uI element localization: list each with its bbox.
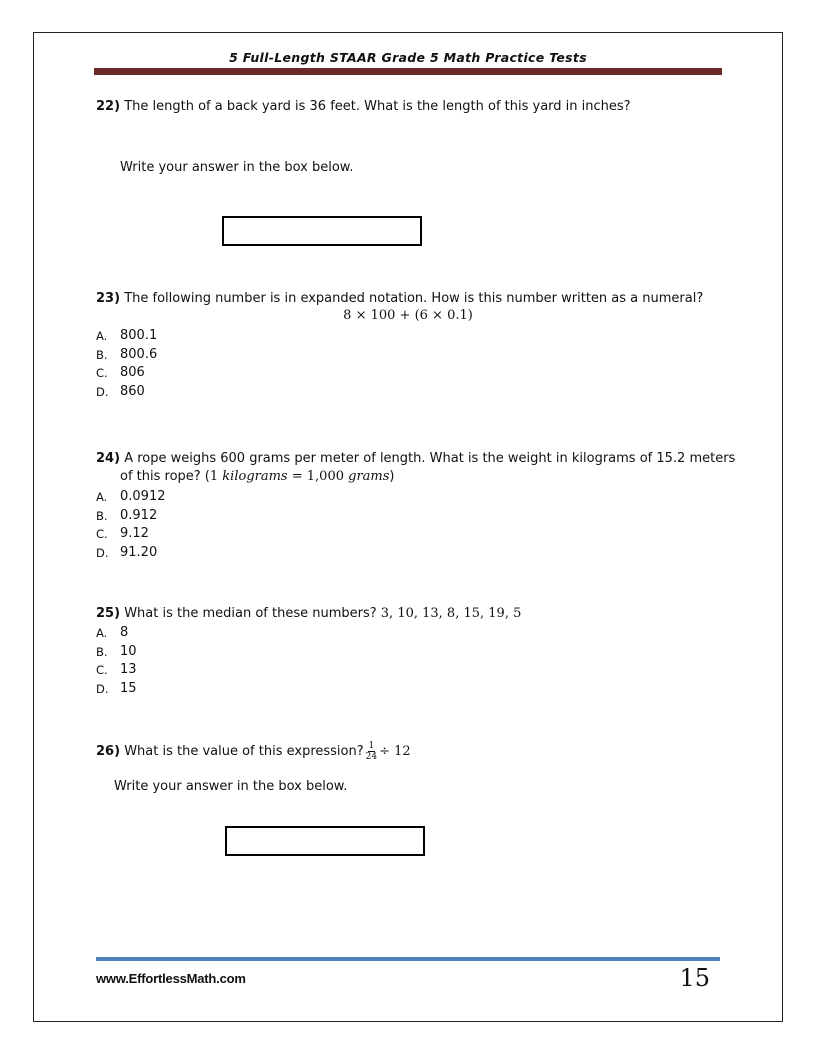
unit-kg: kilograms (222, 469, 288, 484)
unit-g: grams (348, 469, 390, 484)
option-text: 0.912 (120, 507, 158, 523)
option-text: 15 (120, 681, 137, 697)
question-text: A rope weighs 600 grams per meter of length. What is the weight in kilograms of 15.2 meters (124, 451, 736, 466)
option-letter: D. (96, 546, 109, 561)
option-letter: D. (96, 385, 109, 400)
question-22-instruction: Write your answer in the box below. (120, 160, 354, 175)
option-a[interactable] (96, 488, 166, 507)
option-c[interactable] (96, 364, 157, 383)
option-b[interactable] (96, 507, 166, 526)
option-letter: A. (96, 626, 108, 640)
question-22-answer-box[interactable] (222, 216, 422, 246)
fraction-denominator: 24 (365, 752, 378, 762)
question-22-stem (96, 97, 631, 116)
fraction-numerator: 1 (368, 741, 375, 751)
option-d[interactable] (96, 544, 166, 563)
header-rule (94, 68, 722, 75)
option-letter: C. (96, 527, 108, 542)
option-text: 800.6 (120, 346, 158, 362)
option-text: 10 (120, 643, 137, 659)
option-b[interactable] (96, 346, 157, 365)
option-text: 13 (120, 662, 137, 678)
option-text: 8 (120, 625, 129, 640)
page-number: 15 (679, 964, 710, 992)
footer-rule (96, 957, 720, 961)
expression-tail: ÷ 12 (379, 744, 411, 759)
question-26-stem (96, 741, 411, 762)
question-24-options (96, 488, 166, 563)
option-letter: A. (96, 490, 108, 504)
option-letter: A. (96, 329, 108, 343)
option-text: 9.12 (120, 526, 149, 542)
question-text: What is the median of these numbers? (124, 606, 377, 621)
question-26-answer-box[interactable] (225, 826, 425, 856)
unit-kg-number: 1 (209, 469, 223, 484)
footer-website: www.EffortlessMath.com (96, 971, 246, 986)
option-b[interactable] (96, 643, 137, 662)
number-list: 3, 10, 13, 8, 15, 19, 5 (380, 606, 522, 621)
question-number: 23) (96, 291, 121, 306)
option-text: 91.20 (120, 545, 158, 561)
unit-equals: = 1,000 (287, 469, 349, 484)
header-title: 5 Full-Length STAAR Grade 5 Math Practice Tests (229, 50, 587, 65)
question-26-instruction: Write your answer in the box below. (114, 779, 348, 794)
option-text: 860 (120, 384, 145, 400)
question-24-stem (96, 449, 735, 468)
option-letter: D. (96, 682, 109, 697)
question-number: 26) (96, 744, 121, 759)
option-a[interactable] (96, 327, 157, 346)
question-text: The following number is in expanded notation. How is this number written as a numeral? (124, 291, 704, 306)
option-d[interactable] (96, 383, 157, 402)
question-text: What is the value of this expression? (124, 744, 364, 759)
option-letter: B. (96, 644, 108, 659)
question-25-options (96, 624, 137, 699)
question-25-stem (96, 604, 521, 623)
option-text: 806 (120, 365, 145, 381)
option-a[interactable] (96, 624, 137, 643)
question-24-stem-continuation (120, 469, 395, 484)
option-letter: B. (96, 347, 108, 362)
option-letter: C. (96, 366, 108, 381)
question-23-expression: 8 × 100 + (6 × 0.1) (343, 308, 473, 323)
question-number: 24) (96, 451, 121, 466)
option-text: 800.1 (120, 328, 158, 343)
option-c[interactable] (96, 525, 166, 544)
option-d[interactable] (96, 680, 137, 699)
option-letter: C. (96, 663, 108, 678)
question-number: 22) (96, 99, 121, 114)
question-23-stem (96, 289, 703, 308)
question-number: 25) (96, 606, 121, 621)
option-text: 0.0912 (120, 489, 166, 504)
question-text: The length of a back yard is 36 feet. What is the length of this yard in inches? (124, 99, 631, 114)
question-23-options (96, 327, 157, 402)
option-letter: B. (96, 508, 108, 523)
fraction (366, 741, 377, 762)
option-c[interactable] (96, 661, 137, 680)
question-text-cont: of this rope? ( (120, 469, 210, 484)
unit-close: ) (389, 469, 395, 484)
